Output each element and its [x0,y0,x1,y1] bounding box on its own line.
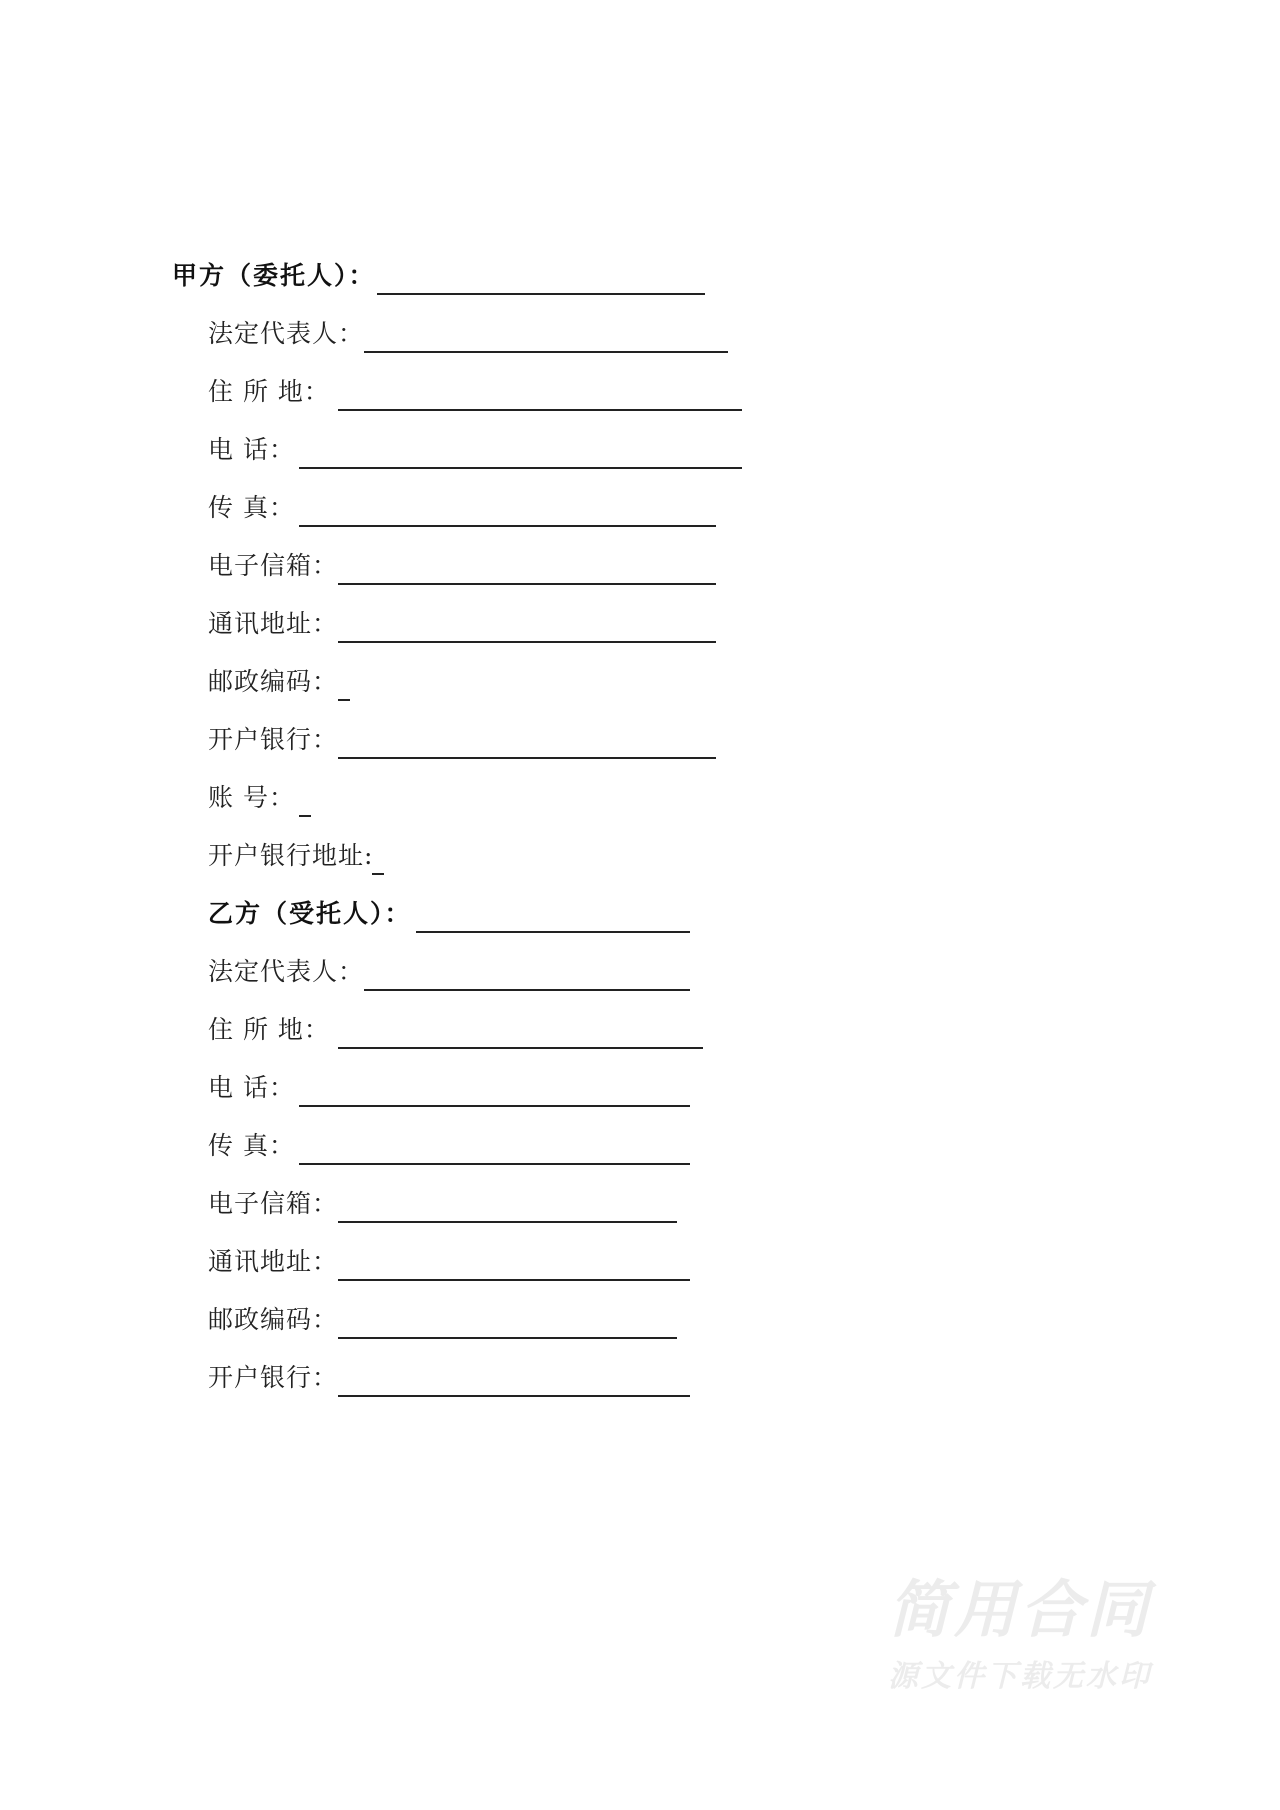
watermark-title: 简用合同 [888,1573,1153,1646]
party-a-domicile-row [208,371,868,411]
party-b-heading-row [208,893,868,933]
party-b-legal-rep-row [208,951,868,991]
party-b-bank-label: 开户银行： [208,1363,339,1392]
party-a-legal-rep-row [208,313,868,353]
party-a-account-blank[interactable] [299,815,311,817]
party-a-account-label: 账 号： [208,783,295,812]
party-a-email-row [208,545,868,585]
party-b-postcode-blank[interactable] [338,1337,677,1339]
party-a-account-row [208,777,868,817]
party-b-fax-label: 传 真： [208,1131,295,1160]
party-a-legal-rep-blank[interactable] [364,351,728,353]
watermark-subtitle: 源文件下载无水印 [888,1659,1152,1694]
party-a-bank-blank[interactable] [338,757,716,759]
party-a-mailing-address-blank[interactable] [338,641,716,643]
party-a-bank-address-label: 开户银行地址: [208,841,374,870]
party-b-email-label: 电子信箱： [208,1189,339,1218]
party-a-mailing-address-row [208,603,868,643]
party-a-phone-row [208,429,868,469]
party-a-heading: 甲方（委托人）： [172,261,376,290]
watermark [888,1575,1208,1697]
party-b-mailing-address-blank[interactable] [338,1279,690,1281]
party-b-bank-row [208,1357,868,1397]
party-a-bank-address-row [208,835,868,875]
party-b-postcode-row [208,1299,868,1339]
party-b-phone-blank[interactable] [299,1105,690,1107]
party-a-phone-label: 电 话： [208,435,295,464]
party-a-postcode-row [208,661,868,701]
party-b-fax-row [208,1125,868,1165]
party-b-fax-blank[interactable] [299,1163,690,1165]
party-b-heading: 乙方（受托人）： [208,899,412,928]
party-a-domicile-blank[interactable] [338,409,742,411]
party-a-heading-row [172,255,832,295]
party-b-postcode-label: 邮政编码： [208,1305,339,1334]
party-b-domicile-row [208,1009,868,1049]
party-b-legal-rep-blank[interactable] [364,989,690,991]
party-b-legal-rep-label: 法定代表人： [208,957,365,986]
party-a-email-label: 电子信箱： [208,551,339,580]
party-a-email-blank[interactable] [338,583,716,585]
party-a-postcode-blank[interactable] [338,699,350,701]
party-b-phone-label: 电 话： [208,1073,295,1102]
party-a-bank-label: 开户银行： [208,725,339,754]
party-b-bank-blank[interactable] [338,1395,690,1397]
party-a-fax-row [208,487,868,527]
party-a-bank-row [208,719,868,759]
party-a-mailing-address-label: 通讯地址： [208,609,339,638]
party-b-mailing-address-row [208,1241,868,1281]
party-a-fax-blank[interactable] [299,525,716,527]
party-b-mailing-address-label: 通讯地址： [208,1247,339,1276]
party-b-domicile-blank[interactable] [338,1047,703,1049]
party-a-domicile-label: 住 所 地： [208,377,330,406]
party-b-email-blank[interactable] [338,1221,677,1223]
party-a-legal-rep-label: 法定代表人： [208,319,365,348]
party-b-phone-row [208,1067,868,1107]
party-a-fax-label: 传 真： [208,493,295,522]
party-b-domicile-label: 住 所 地： [208,1015,330,1044]
party-a-phone-blank[interactable] [299,467,742,469]
party-a-bank-address-blank[interactable] [372,873,384,875]
party-a-name-blank[interactable] [377,293,705,295]
party-a-postcode-label: 邮政编码： [208,667,339,696]
party-b-name-blank[interactable] [416,931,690,933]
party-b-email-row [208,1183,868,1223]
